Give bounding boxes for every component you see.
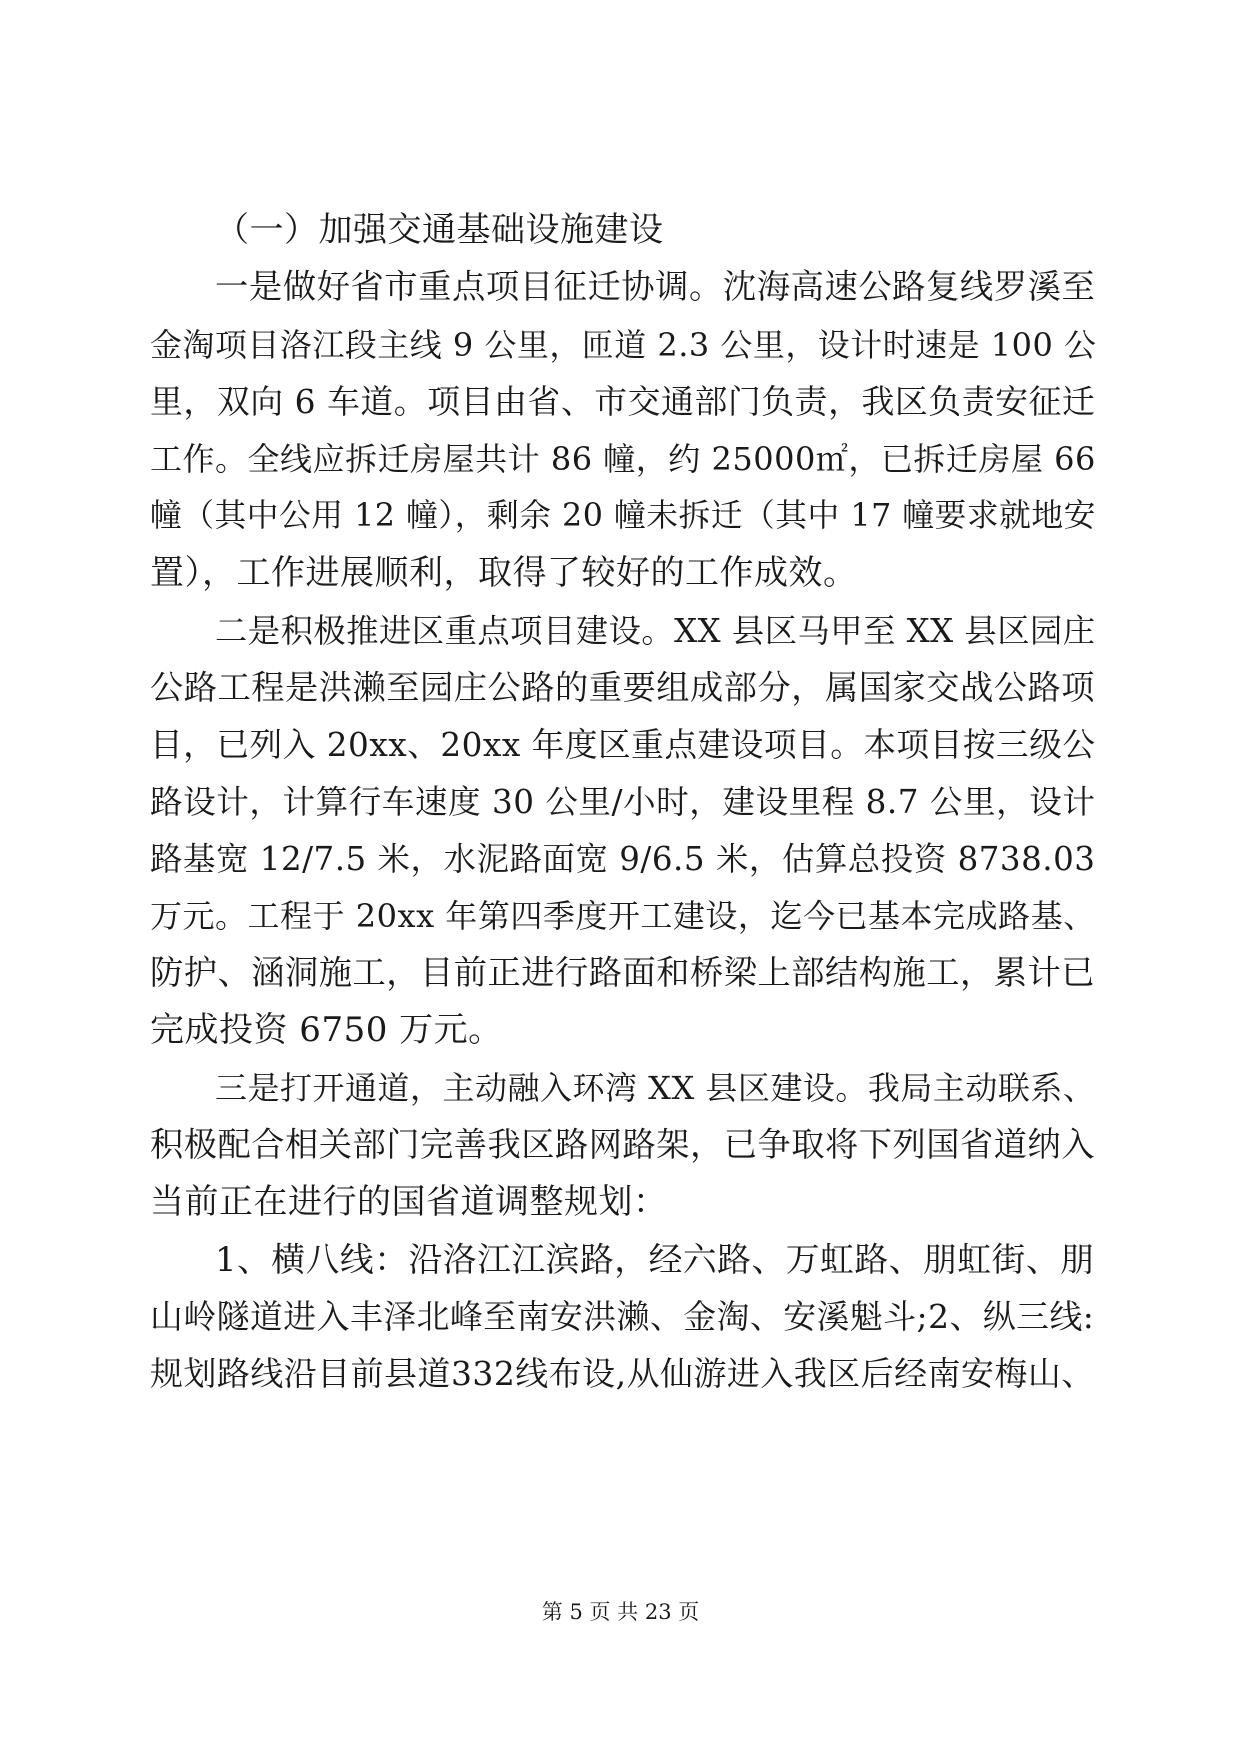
paragraph-line: 路基宽 12/7.5 米，水泥路面宽 9/6.5 米，估算总投资 8738.03 bbox=[150, 840, 1096, 878]
paragraph-line: 二是积极推进区重点项目建设。XX 县区马甲至 XX 县区园庄 bbox=[215, 612, 1096, 650]
paragraph-line: 防护、涵洞施工，目前正进行路面和桥梁上部结构施工，累计已 bbox=[150, 953, 1096, 992]
section-heading: （一）加强交通基础设施建设 bbox=[215, 210, 664, 250]
paragraph-line: 1、横八线：沿洛江江滨路，经六路、万虹路、朋虹街、朋 bbox=[215, 1240, 1095, 1279]
paragraph-line: 规划路线沿目前县道332线布设,从仙游进入我区后经南安梅山、 bbox=[150, 1354, 1095, 1393]
paragraph-line: 置），工作进展顺利，取得了较好的工作成效。 bbox=[150, 553, 858, 593]
paragraph-line: 万元。工程于 20xx 年第四季度开工建设，迄今已基本完成路基、 bbox=[150, 897, 1096, 935]
paragraph-line: 山岭隧道进入丰泽北峰至南安洪濑、金淘、安溪魁斗;2、纵三线: bbox=[150, 1298, 1095, 1336]
page-number-footer: 第 5 页 共 23 页 bbox=[541, 1600, 700, 1624]
paragraph-line: 目，已列入 20xx、20xx 年度区重点建设项目。本项目按三级公 bbox=[150, 726, 1096, 764]
paragraph-line: 积极配合相关部门完善我区路网路架，已争取将下列国省道纳入 bbox=[150, 1125, 1096, 1164]
paragraph-line: 工作。全线应拆迁房屋共计 86 幢，约 25000㎡，已拆迁房屋 66 bbox=[150, 440, 1096, 478]
paragraph-line: 三是打开通道，主动融入环湾 XX 县区建设。我局主动联系、 bbox=[215, 1069, 1096, 1107]
paragraph-line: 路设计，计算行车速度 30 公里/小时，建设里程 8.7 公里，设计 bbox=[150, 783, 1096, 821]
paragraph-line: 幢（其中公用 12 幢），剩余 20 幢未拆迁（其中 17 幢要求就地安 bbox=[150, 498, 1096, 534]
paragraph-line: 当前正在进行的国省道调整规划： bbox=[150, 1182, 668, 1222]
paragraph-line: 一是做好省市重点项目征迁协调。沈海高速公路复线罗溪至 bbox=[215, 267, 1096, 306]
paragraph-line: 公路工程是洪濑至园庄公路的重要组成部分，属国家交战公路项 bbox=[150, 668, 1096, 707]
paragraph-line: 完成投资 6750 万元。 bbox=[150, 1010, 503, 1050]
paragraph-line: 里，双向 6 车道。项目由省、市交通部门负责，我区负责安征迁 bbox=[150, 382, 1096, 421]
paragraph-line: 金淘项目洛江段主线 9 公里，匝道 2.3 公里，设计时速是 100 公 bbox=[150, 326, 1097, 364]
